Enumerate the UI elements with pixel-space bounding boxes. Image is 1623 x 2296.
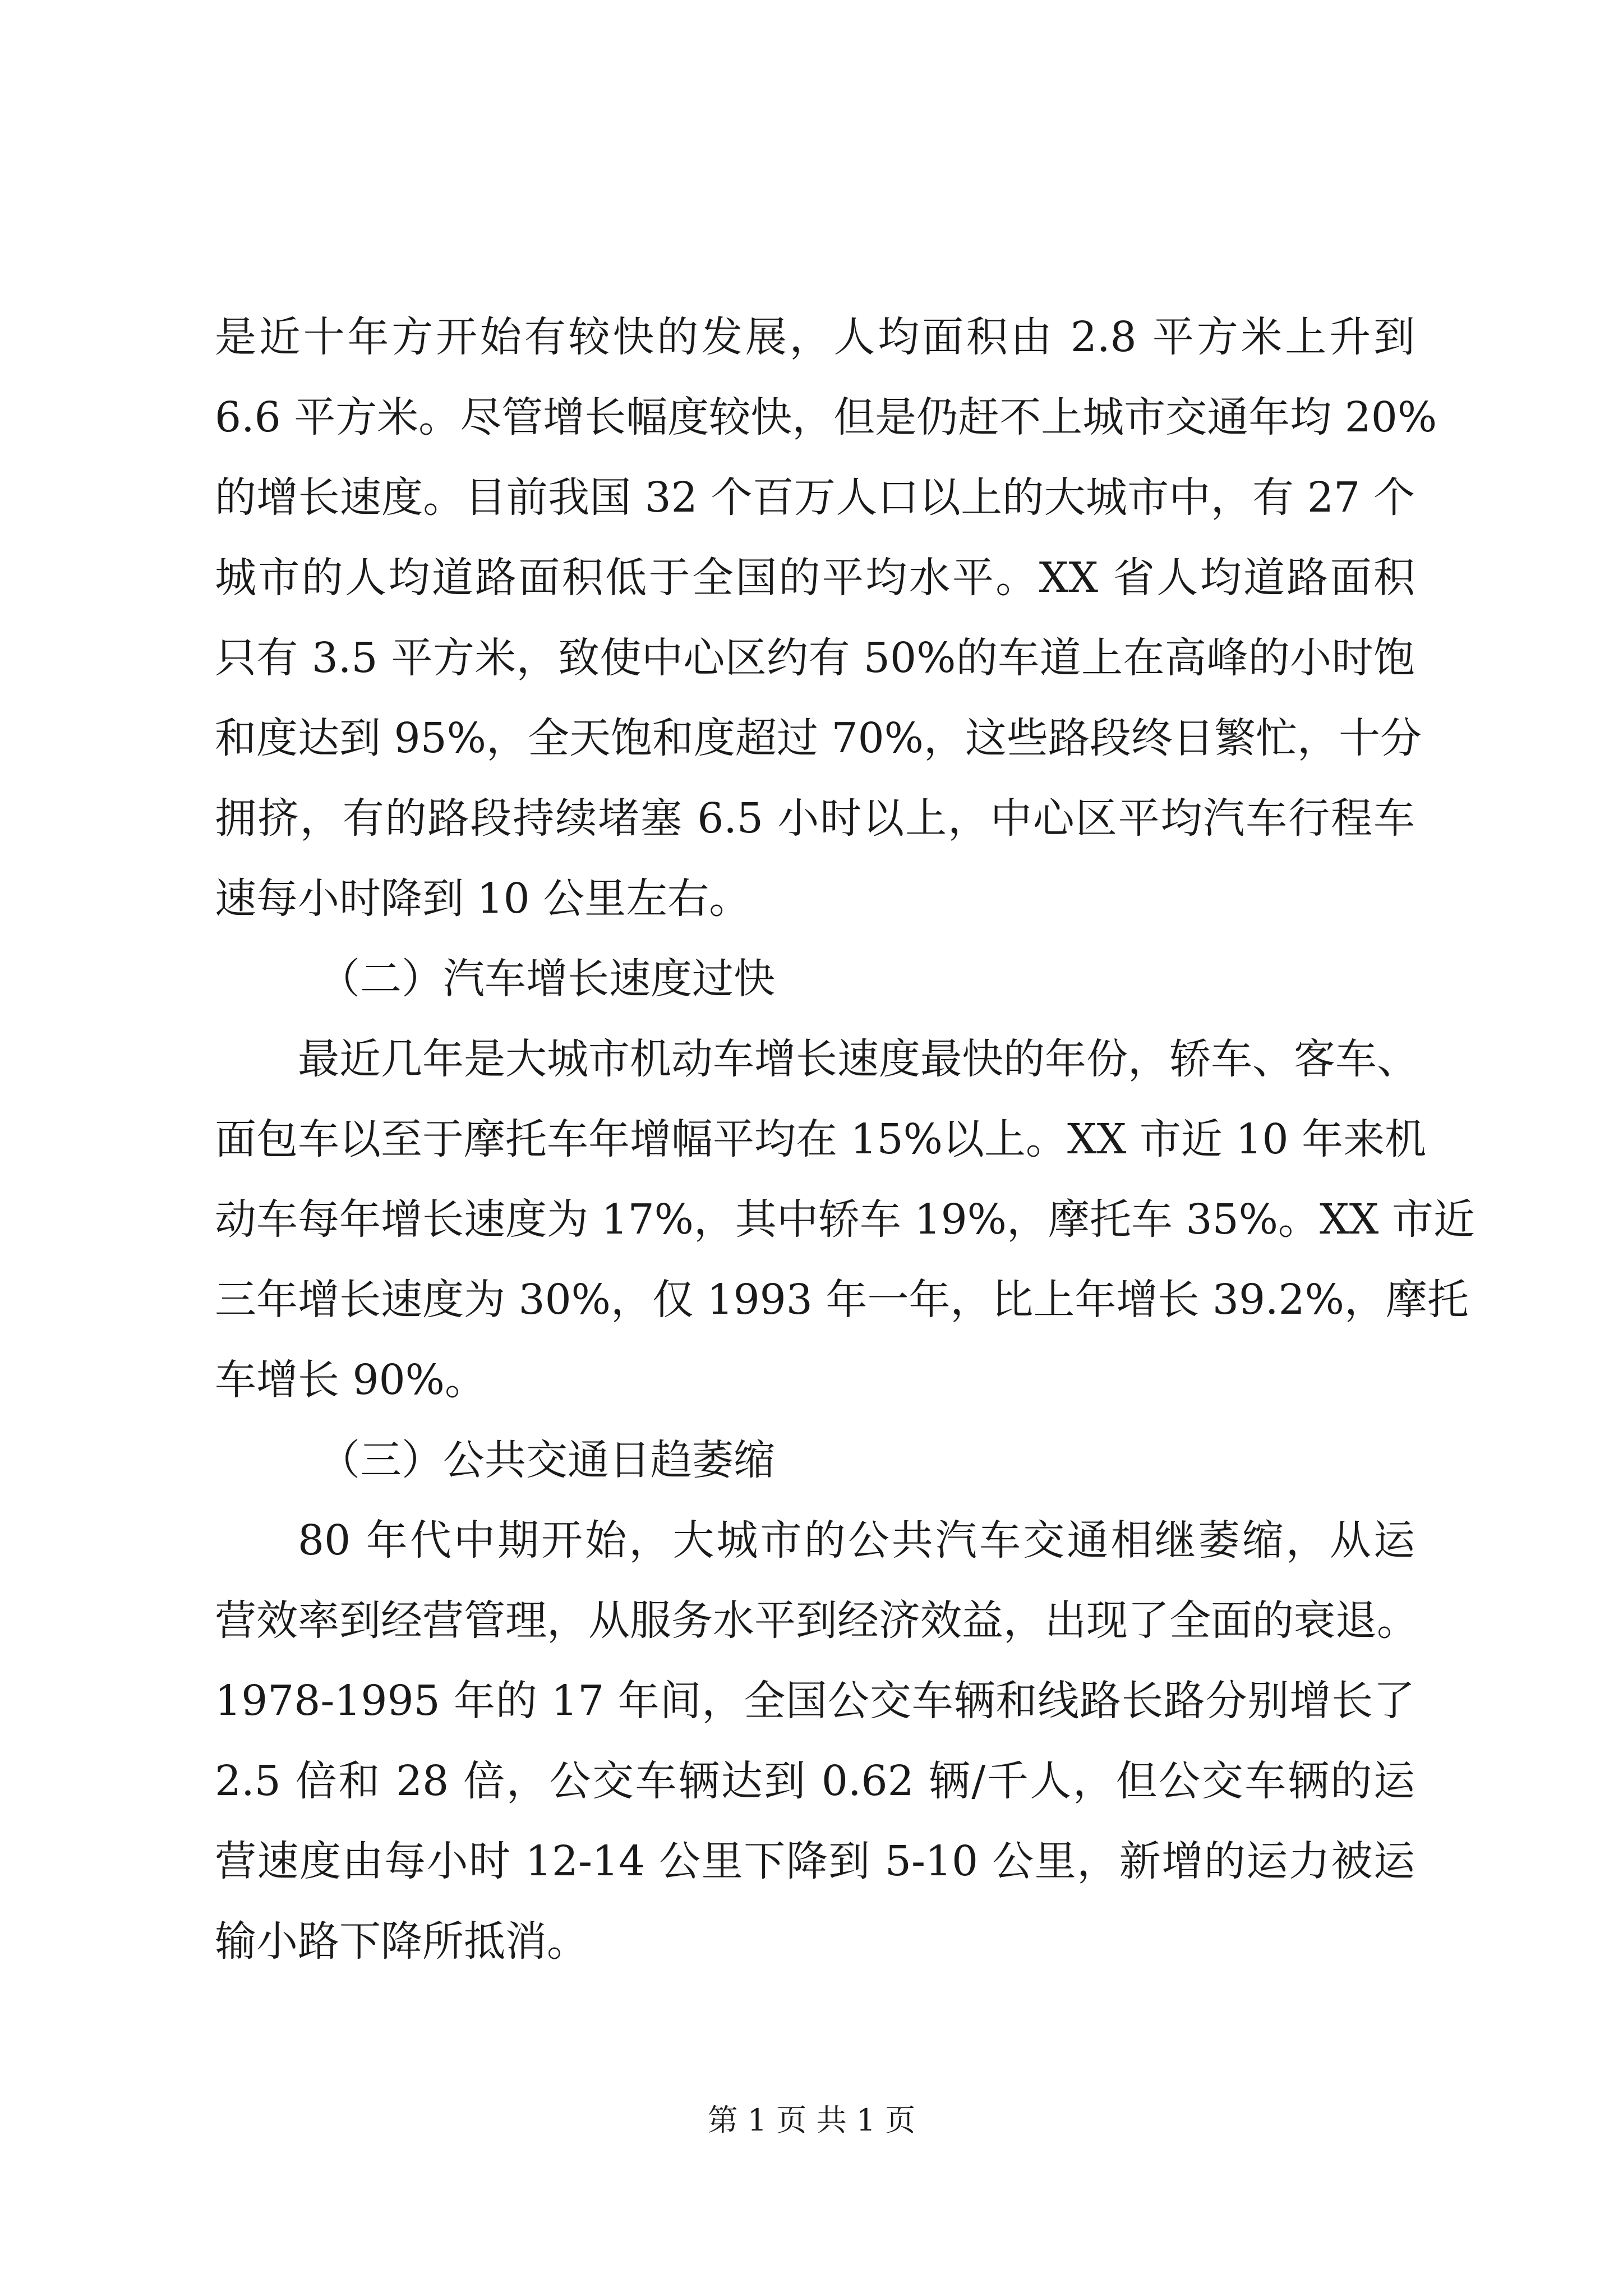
- paragraph-first-line: 最近几年是大城市机动车增长速度最快的年份，轿车、客车、: [298, 1035, 1418, 1083]
- paragraph-first-line: 80 年代中期开始，大城市的公共汽车交通相继萎缩，从运: [298, 1516, 1415, 1565]
- section-heading: （三）公共交通日趋萎缩: [319, 1436, 775, 1484]
- text-line: 1978-1995 年的 17 年间，全国公交车辆和线路长路分别增长了: [215, 1677, 1415, 1725]
- text-line: 是近十年方开始有较快的发展，人均面积由 2.8 平方米上升到: [215, 313, 1415, 361]
- text-line: 营效率到经营管理，从服务水平到经济效益，出现了全面的衰退。: [215, 1596, 1418, 1645]
- text-line: 城市的人均道路面积低于全国的平均水平。XX 省人均道路面积: [215, 554, 1415, 602]
- page-footer: 第 1 页 共 1 页: [707, 2102, 916, 2138]
- text-line: 输小路下降所抵消。: [215, 1917, 588, 1966]
- text-line: 营速度由每小时 12-14 公里下降到 5-10 公里，新增的运力被运: [215, 1837, 1415, 1885]
- text-line: 和度达到 95%，全天饱和度超过 70%，这些路段终日繁忙，十分: [215, 714, 1422, 762]
- text-line: 2.5 倍和 28 倍，公交车辆达到 0.62 辆/千人，但公交车辆的运: [215, 1757, 1415, 1805]
- text-line: 拥挤，有的路段持续堵塞 6.5 小时以上，中心区平均汽车行程车: [215, 794, 1415, 843]
- text-line: 面包车以至于摩托车年增幅平均在 15%以上。XX 市近 10 年来机: [215, 1115, 1427, 1163]
- section-heading: （二）汽车增长速度过快: [319, 955, 775, 1003]
- text-line: 只有 3.5 平方米，致使中心区约有 50%的车道上在高峰的小时饱: [215, 634, 1415, 682]
- text-line: 车增长 90%。: [215, 1356, 486, 1404]
- text-line: 速每小时降到 10 公里左右。: [215, 875, 751, 923]
- text-line: 6.6 平方米。尽管增长幅度较快，但是仍赶不上城市交通年均 20%: [215, 393, 1437, 441]
- text-line: 的增长速度。目前我国 32 个百万人口以上的大城市中，有 27 个: [215, 473, 1415, 522]
- text-line: 三年增长速度为 30%，仅 1993 年一年，比上年增长 39.2%，摩托: [215, 1276, 1469, 1324]
- body-text: [215, 297, 1475, 1982]
- text-line: 动车每年增长速度为 17%，其中轿车 19%，摩托车 35%。XX 市近: [215, 1195, 1475, 1244]
